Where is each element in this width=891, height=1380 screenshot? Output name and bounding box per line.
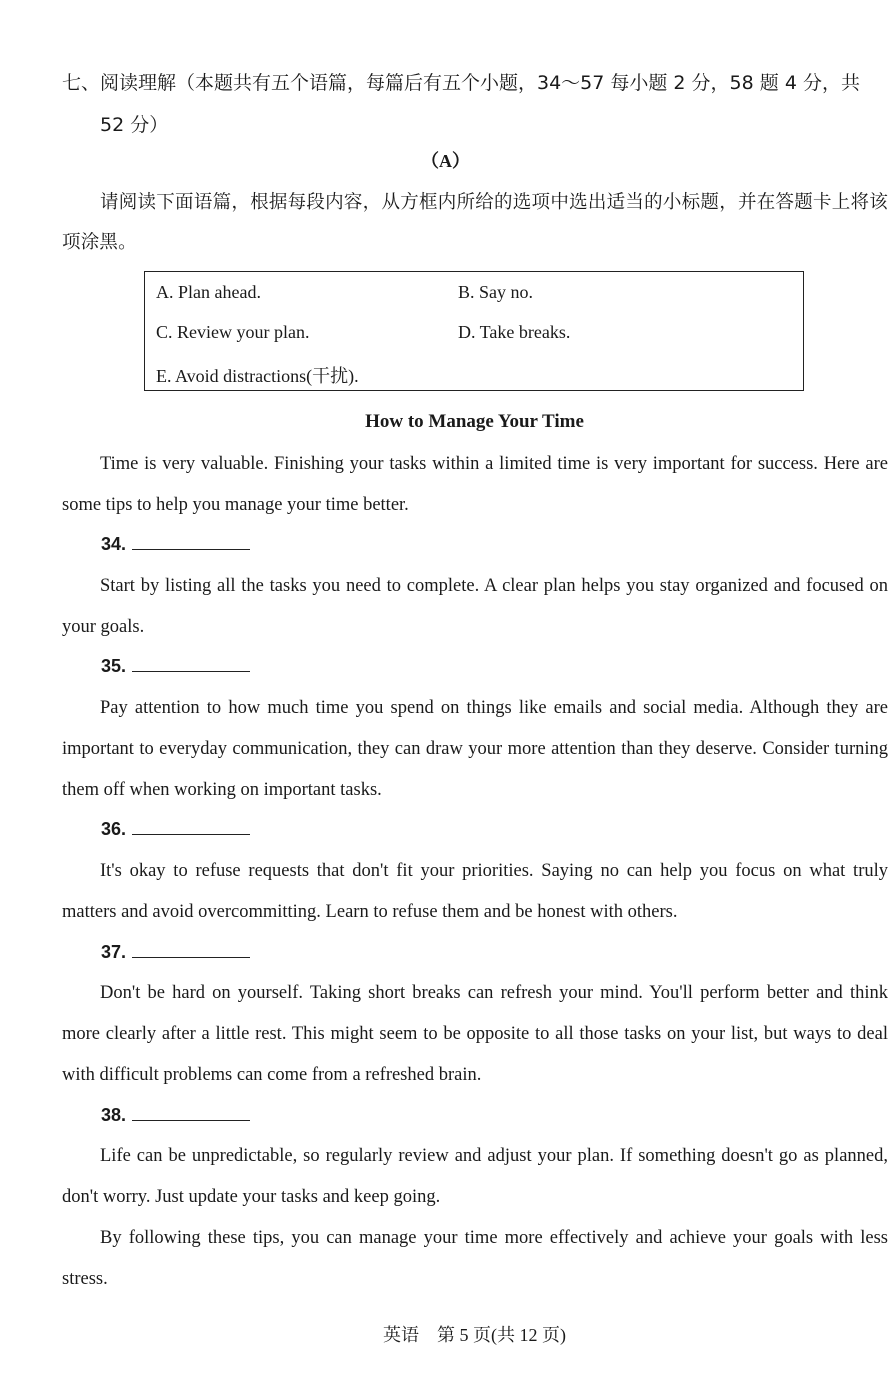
option-c: C. Review your plan. bbox=[156, 322, 310, 342]
question-number: 35. bbox=[101, 656, 127, 676]
answer-blank bbox=[132, 657, 250, 672]
instructions: 请阅读下面语篇，根据每段内容，从方框内所给的选项中选出适当的小标题，并在答题卡上将该项涂黑。 bbox=[62, 192, 888, 253]
answer-blank bbox=[132, 1106, 250, 1121]
option-a: A. Plan ahead. bbox=[156, 282, 261, 302]
answer-blank bbox=[132, 535, 250, 550]
paragraph-37: Don't be hard on yourself. Taking short breaks can refresh your mind. You'll perform better and think more clearly after a little rest. This might seem to be opposite to all those tasks on your list, but ways to deal with difficult problems can come from a refreshed brain. bbox=[62, 983, 888, 1085]
option-d: D. Take breaks. bbox=[458, 322, 571, 342]
question-34 bbox=[101, 534, 250, 555]
section-heading bbox=[62, 62, 888, 146]
conclusion-paragraph: By following these tips, you can manage your time more effectively and achieve your goals with less stress. bbox=[62, 1228, 888, 1289]
question-35 bbox=[101, 656, 250, 677]
question-38 bbox=[101, 1105, 250, 1126]
intro-paragraph: Time is very valuable. Finishing your tasks within a limited time is very important for success. Here are some tips to help you manage your time better. bbox=[62, 454, 888, 515]
paragraph-36: It's okay to refuse requests that don't fit your priorities. Saying no can help you focus on what truly matters and avoid overcommitting. Learn to refuse them and be honest with others. bbox=[62, 861, 888, 922]
answer-blank bbox=[132, 820, 250, 835]
question-37 bbox=[101, 942, 250, 963]
section-heading-line1: 七、阅读理解（本题共有五个语篇，每篇后有五个小题，34～57 每小题 2 分，58 题 4 分，共 bbox=[62, 72, 860, 94]
question-36 bbox=[101, 819, 250, 840]
answer-blank bbox=[132, 943, 250, 958]
question-number: 34. bbox=[101, 534, 127, 554]
question-number: 36. bbox=[101, 819, 127, 839]
question-number: 38. bbox=[101, 1105, 127, 1125]
section-heading-line2: 52 分） bbox=[100, 114, 169, 136]
option-e: E. Avoid distractions(干扰). bbox=[156, 366, 359, 386]
option-b: B. Say no. bbox=[458, 282, 534, 302]
paragraph-34: Start by listing all the tasks you need to complete. A clear plan helps you stay organized and focused on your goals. bbox=[62, 576, 888, 637]
article-title: How to Manage Your Time bbox=[365, 411, 584, 432]
paragraph-38: Life can be unpredictable, so regularly review and adjust your plan. If something doesn't go as planned, don't worry. Just update your tasks and keep going. bbox=[62, 1146, 888, 1207]
passage-label: （A） bbox=[421, 151, 470, 171]
options-box bbox=[144, 271, 804, 391]
paragraph-35: Pay attention to how much time you spend on things like emails and social media. Although they are important to everyday communication, they can draw your more attention than they deserve. Consider turning them off when working on important tasks. bbox=[62, 698, 888, 800]
page-footer: 英语 第 5 页(共 12 页) bbox=[383, 1325, 566, 1345]
question-number: 37. bbox=[101, 942, 127, 962]
